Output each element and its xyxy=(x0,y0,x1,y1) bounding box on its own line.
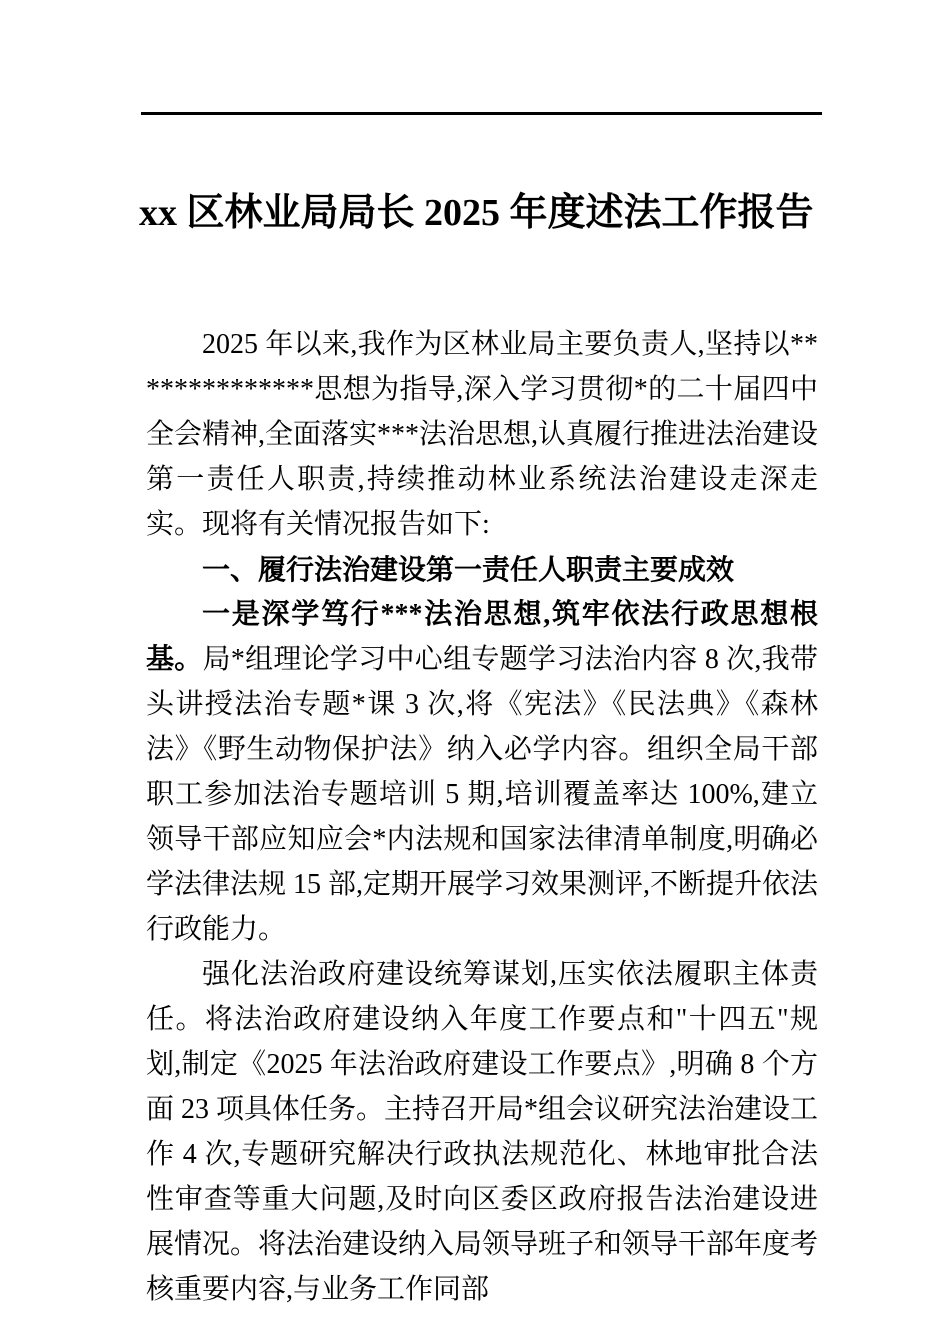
header-horizontal-rule xyxy=(141,112,822,115)
paragraph-introduction: 2025 年以来,我作为区林业局主要负责人,坚持以**************思想为指导,深入学习贯彻*的二十届四中全会精神,全面落实***法治思想,认真履行推进法治建设第一责任人职责,持续推动林业系统法治建设走深走实。现将有关情况报告如下: xyxy=(146,329,819,540)
document-title: xx 区林业局局长 2025 年度述法工作报告 xyxy=(139,192,814,234)
section-heading-one: 一、履行法治建设第一责任人职责主要成效 xyxy=(202,554,735,585)
paragraph-government-building: 强化法治政府建设统筹谋划,压实依法履职主体责任。将法治政府建设纳入年度工作要点和"十四五"规划,制定《2025 年法治政府建设工作要点》,明确 8 个方面 23 项具体任务。主持召开局*组会议研究法治建设工作 4 次,专题研究解决行政执法规范化、林地审批合法性审查等重大问题,及时向区委区政府报告法治建设进展情况。将法治建设纳入局领导班子和领导干部年度考核重要内容,与业务工作同部 xyxy=(146,959,819,1305)
paragraph-point-one-lead: 一是深学笃行***法治思想,筑牢依法行政思想根基。 xyxy=(146,599,818,675)
paragraph-point-one xyxy=(146,592,818,952)
paragraph-point-one-text: 局*组理论学习中心组专题学习法治内容 8 次,我带头讲授法治专题*课 3 次,将《宪法》《民法典》《森林法》《野生动物保护法》纳入必学内容。组织全局干部职工参加法治专题培训 5 期,培训覆盖率达 100%,建立领导干部应知应会*内法规和国家法律清单制度,明确必学法律法规 15 部,定期开展学习效果测评,不断提升依法行政能力。 xyxy=(146,644,819,945)
document-body xyxy=(146,322,818,1312)
